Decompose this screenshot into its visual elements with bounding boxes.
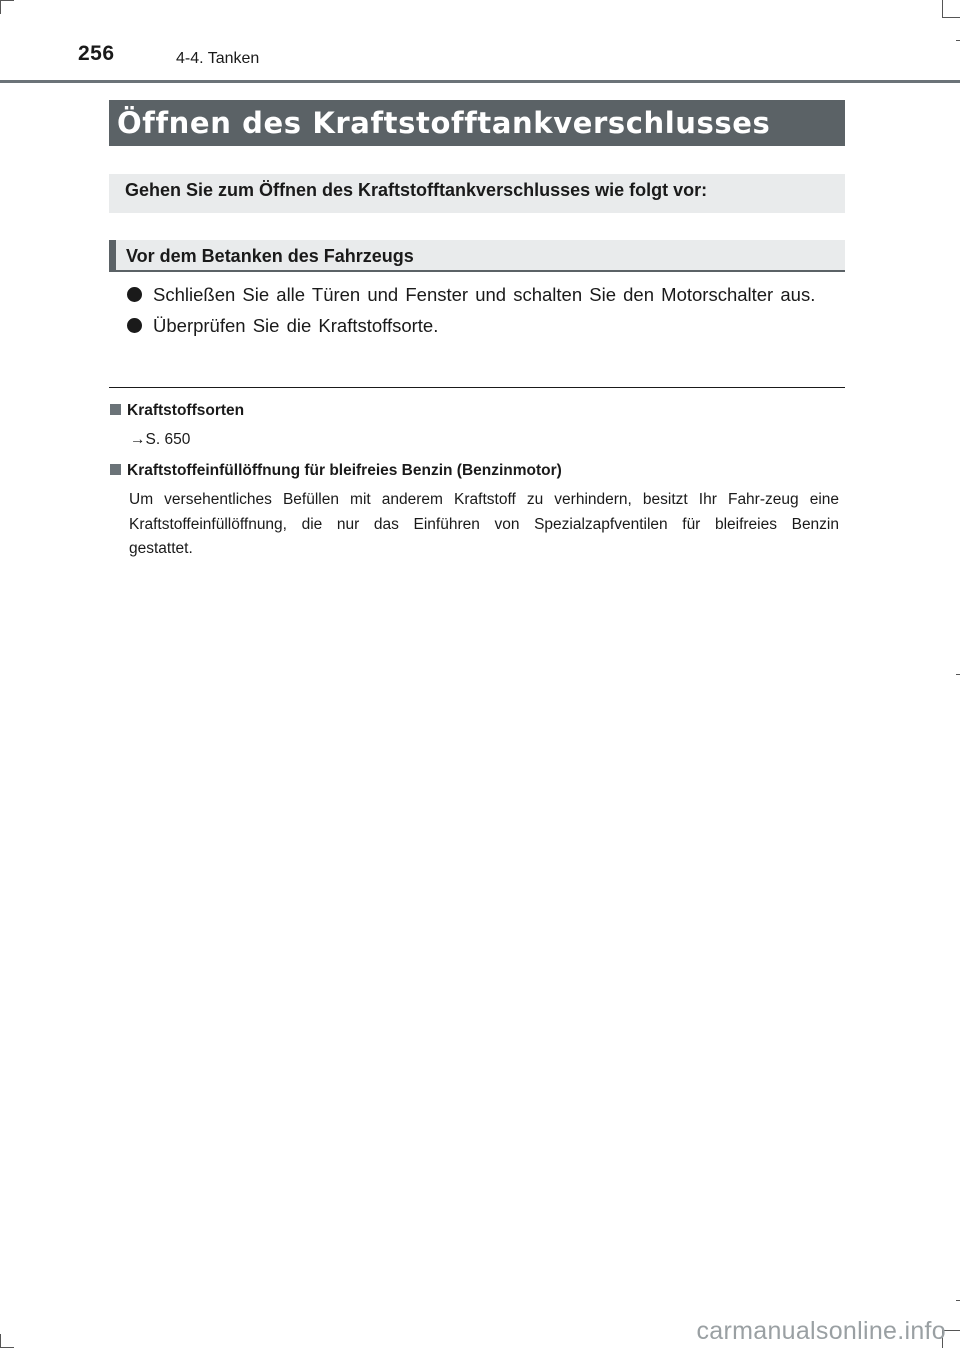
bullet-icon — [127, 287, 142, 302]
note-heading-text: Kraftstoffsorten — [127, 402, 245, 419]
header-rule — [0, 80, 960, 83]
crop-mark — [956, 674, 960, 675]
crop-mark — [0, 0, 14, 1]
bullet-text: Schließen Sie alle Türen und Fenster und schalten Sie den Motorschalter aus. — [153, 284, 816, 305]
crop-mark — [956, 1300, 960, 1301]
page-reference — [130, 430, 190, 450]
crop-mark — [0, 1334, 1, 1348]
crop-mark — [942, 17, 960, 18]
intro-text: Gehen Sie zum Öffnen des Kraftstofftankverschlusses wie folgt vor: — [125, 180, 708, 200]
title-banner — [109, 100, 845, 146]
note-heading-fuel-types — [110, 401, 244, 421]
divider — [109, 387, 845, 388]
bullet-icon — [127, 318, 142, 333]
sub-heading-text: Vor dem Betanken des Fahrzeugs — [126, 246, 414, 266]
crop-mark — [942, 0, 943, 18]
list-item — [126, 280, 840, 309]
bullet-list — [126, 280, 840, 342]
page-number: 256 — [78, 42, 115, 65]
page-title: Öffnen des Kraftstofftankverschlusses — [117, 106, 771, 140]
arrow-right-icon: → — [130, 431, 146, 448]
crop-mark — [956, 40, 960, 41]
list-item — [126, 311, 840, 340]
section-label: 4-4. Tanken — [176, 50, 260, 67]
note-heading-text: Kraftstoffeinfüllöffnung für bleifreies Benzin (Benzinmotor) — [127, 462, 562, 479]
square-bullet-icon — [110, 404, 121, 415]
watermark: carmanualsonline.info — [696, 1317, 946, 1345]
square-bullet-icon — [110, 464, 121, 475]
page-reference-text: S. 650 — [145, 431, 191, 448]
note-body: Um versehentliches Befüllen mit anderem Kraftstoff zu verhindern, besitzt Ihr Fahr-zeug eine Kraftstoffeinfüllöffnung, die nur das Einführen von Spezialzapfventilen für bleifreies Benzin gestattet. — [129, 491, 839, 557]
sub-heading-bar — [109, 240, 845, 272]
note-heading-filler-opening — [110, 461, 562, 481]
crop-mark — [0, 0, 1, 14]
bullet-text: Überprüfen Sie die Kraftstoffsorte. — [153, 315, 439, 336]
intro-box — [109, 174, 845, 213]
